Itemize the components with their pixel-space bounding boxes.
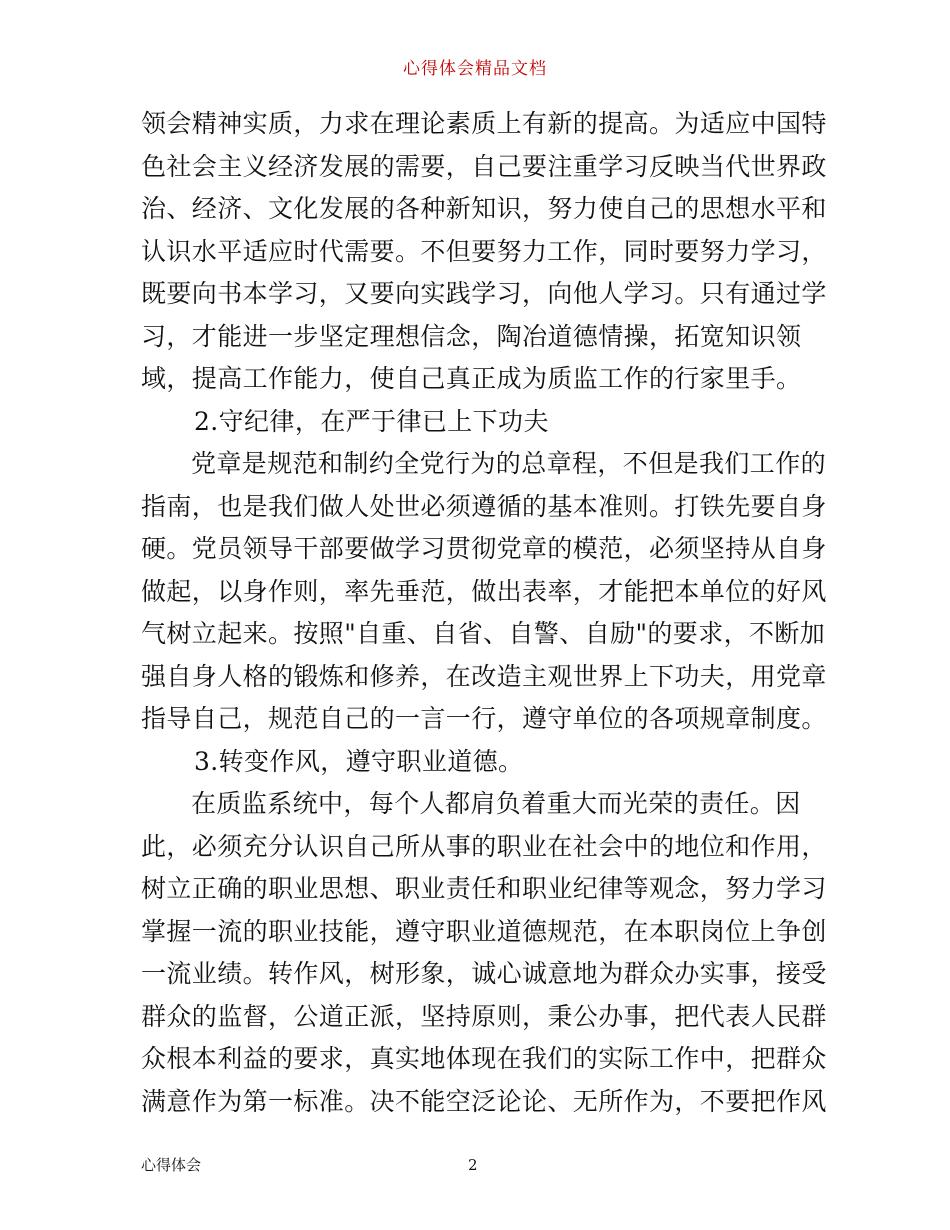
paragraph-line: 指导自己，规范自己的一言一行，遵守单位的各项规章制度。 [141,704,827,733]
paragraph-line: 治、经济、文化发展的各种新知识，努力使自己的思想水平和 [141,194,827,223]
paragraph-line: 认识水平适应时代需要。不但要努力工作，同时要努力学习， [141,236,827,266]
paragraph-line: 领会精神实质，力求在理论素质上有新的提高。为适应中国特 [141,109,827,138]
paragraph-line: 习，才能进一步坚定理想信念，陶冶道德情操，拓宽知识领 [141,321,802,351]
paragraph-line: 既要向书本学习，又要向实践学习，向他人学习。只有通过学 [141,279,827,308]
paragraph-line: 树立正确的职业思想、职业责任和职业纪律等观念，努力学习 [141,874,827,903]
paragraph-line: 硬。党员领导干部要做学习贯彻党章的模范，必须坚持从自身 [141,534,827,563]
section-heading: 2.守纪律，在严于律已上下功夫 [194,406,549,436]
paragraph-line: 众根本利益的要求，真实地体现在我们的实际工作中，把群众 [141,1044,827,1073]
paragraph-line: 群众的监督，公道正派，坚持原则，秉公办事，把代表人民群 [141,1001,827,1031]
footer-label: 心得体会 [141,1156,202,1174]
document-body [141,103,827,1123]
paragraph-line: 此，必须充分认识自己所从事的职业在社会中的地位和作用， [141,831,827,861]
paragraph-line: 色社会主义经济发展的需要，自己要注重学习反映当代世界政 [141,151,827,181]
paragraph-line: 掌握一流的职业技能，遵守职业道德规范，在本职岗位上争创 [141,916,827,946]
paragraph-line: 一流业绩。转作风，树形象，诚心诚意地为群众办实事，接受 [141,959,827,988]
section-heading: 3.转变作风，遵守职业道德。 [194,746,524,776]
paragraph-line: 党章是规范和制约全党行为的总章程，不但是我们工作的 [191,449,827,478]
paragraph-line: 气树立起来。按照"自重、自省、自警、自励"的要求，不断加 [141,619,826,648]
page-header-title: 心得体会精品文档 [403,59,547,79]
paragraph-line: 域，提高工作能力，使自己真正成为质监工作的行家里手。 [141,364,802,393]
paragraph-line: 做起，以身作则，率先垂范，做出表率，才能把本单位的好风 [141,576,827,606]
paragraph-line: 指南，也是我们做人处世必须遵循的基本准则。打铁先要自身 [141,491,827,521]
paragraph-line: 强自身人格的锻炼和修养，在改造主观世界上下功夫，用党章 [141,661,827,691]
paragraph-line: 满意作为第一标准。决不能空泛论论、无所作为，不要把作风 [141,1086,827,1116]
paragraph-line: 在质监系统中，每个人都肩负着重大而光荣的责任。因 [191,789,801,818]
page-number: 2 [468,1156,478,1174]
